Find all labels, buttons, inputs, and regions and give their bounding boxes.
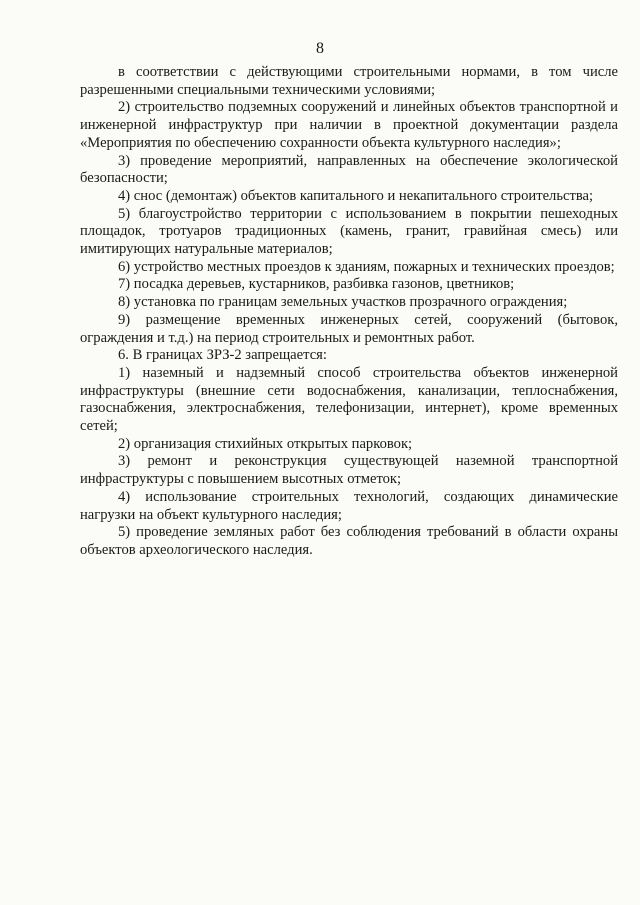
section-heading-6: 6. В границах ЗРЗ-2 запрещается:	[118, 347, 327, 364]
prohibited-item-2: 2) организация стихийных открытых парковок;	[118, 435, 413, 452]
list-item-4: 4) снос (демонтаж) объектов капитального и некапитального строительства;	[118, 187, 594, 204]
document-body	[80, 64, 618, 560]
list-item-8: 8) установка по границам земельных участков прозрачного ограждения;	[118, 294, 568, 311]
list-item-5: 5) благоустройство территории с использованием в покрытии пешеходных площадок, тротуаров традиционных (камень, гранит, гравийная смесь) или имитирующих натуральные материалов;	[80, 205, 618, 258]
list-item-9: 9) размещение временных инженерных сетей, сооружений (бытовок, ограждения и т.д.) на период строительных и ремонтных работ.	[80, 311, 618, 346]
prohibited-item-1: 1) наземный и надземный способ строительства объектов инженерной инфраструктуры (внешние сети водоснабжения, канализации, теплоснабжения, газоснабжения, электроснабжения, телефонизации, интернет), кроме временных сетей;	[80, 364, 618, 435]
list-item-3: 3) проведение мероприятий, направленных на обеспечение экологической безопасности;	[80, 152, 618, 187]
list-item-6: 6) устройство местных проездов к зданиям, пожарных и технических проездов;	[118, 258, 615, 275]
page-number: 8	[316, 40, 324, 57]
prohibited-item-3: 3) ремонт и реконструкция существующей наземной транспортной инфраструктуры с повышением высотных отметок;	[80, 453, 618, 488]
prohibited-item-4: 4) использование строительных технологий, создающих динамические нагрузки на объект культурного наследия;	[80, 488, 618, 523]
paragraph-continuation: в соответствии с действующими строительными нормами, в том числе разрешенными специальными техническими условиями;	[80, 64, 618, 98]
list-item-7: 7) посадка деревьев, кустарников, разбивка газонов, цветников;	[118, 276, 515, 293]
prohibited-item-5: 5) проведение земляных работ без соблюдения требований в области охраны объектов археологического наследия.	[80, 524, 618, 558]
list-item-2: 2) строительство подземных сооружений и линейных объектов транспортной и инженерной инфраструктур при наличии в проектной документации раздела «Мероприятия по обеспечению сохранности объекта культурного наследия»;	[80, 99, 618, 151]
